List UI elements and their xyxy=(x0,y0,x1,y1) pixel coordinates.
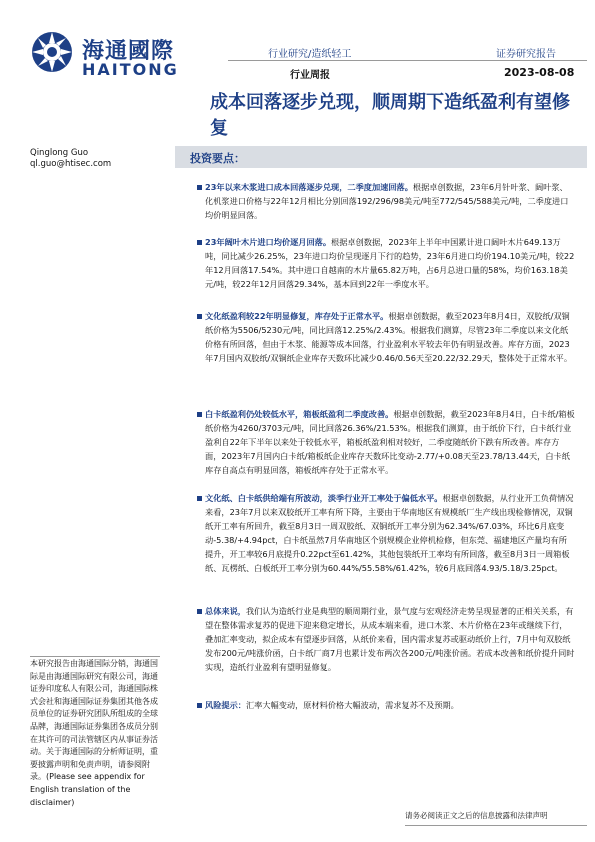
bullet-square-icon xyxy=(197,496,202,501)
summary-item xyxy=(205,491,575,575)
header-divider xyxy=(228,60,587,61)
summary-item-lead: 风险提示： xyxy=(205,700,246,710)
footer-note: 请务必阅读正文之后的信息披露和法律声明 xyxy=(405,811,548,820)
report-category: 行业研究/造纸轻工 xyxy=(268,49,352,60)
disclaimer-text: 本研究报告由海通国际分销，海通国际是由海通国际研究有限公司，海通证券印度私人有限公司，海通国际株式会社和海通国际证券集团其他各成员单位的证券研究团队所组成的全球品牌，海通国际证券集团各成员分别在其许可的司法管辖区内从事证券活动。关于海通国际的分析师证明，重要披露声明和免责声明，请参阅附录。(Please see appendix for English translation of the disclaimer) xyxy=(30,659,158,807)
bullet-square-icon xyxy=(197,703,202,708)
report-date: 2023-08-08 xyxy=(504,66,575,79)
summary-item-lead: 文化纸、白卡纸供给端有所波动，淡季行业开工率处于偏低水平。 xyxy=(205,493,443,503)
summary-item-lead: 23年阔叶木片进口均价逐月回落。 xyxy=(205,237,332,247)
summary-item-lead: 文化纸盈利较22年明显修复，库存处于正常水平。 xyxy=(205,311,389,321)
summary-item xyxy=(205,180,575,222)
logo-chinese-name: 海通國際 xyxy=(82,39,175,64)
summary-item-lead: 总体来说， xyxy=(205,606,246,616)
footer-divider xyxy=(405,825,587,826)
summary-item xyxy=(205,407,575,477)
summary-item-body: 根据卓创数据，截至2023年8月4日，双胶纸/双铜纸价格为5506/5230元/吨，同比回落12.25%/2.43%。根据我们测算，尽管23年二季度以来文化纸价格有所回落，但由于木浆、能源等成本回落，行业盈利水平较去年仍有明显改善。库存方面，2023年7月国内双胶纸/双铜纸企业库存天数环比减少0.46/0.56天至20.22/32.29天，整体处于正常水平。 xyxy=(205,311,573,363)
disclaimer-divider xyxy=(30,656,160,657)
bullet-square-icon xyxy=(197,314,202,319)
author-name: Qinglong Guo xyxy=(30,148,89,158)
report-class: 证券研究报告 xyxy=(496,49,556,60)
summary-item xyxy=(205,698,575,712)
bullet-square-icon xyxy=(197,412,202,417)
author-email[interactable]: ql.guo@htisec.com xyxy=(30,159,112,169)
summary-item-body: 汇率大幅变动，原材料价格大幅波动，需求复苏不及预期。 xyxy=(245,700,459,710)
bullet-square-icon xyxy=(197,609,202,614)
summary-item xyxy=(205,309,575,365)
summary-item-body: 根据卓创数据，从行业开工负荷情况来看，23年7月以来双胶纸开工率有所下降，主要由于华南地区有规模纸厂生产线出现检修情况，双铜纸开工率有所回升，截至8月3日一周双胶纸、双铜纸开工率分别为62.34%/67.03%，环比6月底变动-5.38/+4.94pct，白卡纸虽然7月华南地区个别规模企业停机检修，但东莞、福建地区产量均有所提升，开工率较6月底提升0.22pct至61.42%，其他包装纸开工率均有所回落，截至8月3日一周箱板纸、瓦楞纸、白板纸开工率分别为60.44%/55.58%/61.42%，较6月底回落4.93/5.18/3.25pct。 xyxy=(205,493,574,573)
summary-item-lead: 23年以来木浆进口成本回落逐步兑现，二季度加速回落。 xyxy=(205,182,413,192)
summary-item-body: 根据卓创数据，23年6月针叶浆、阔叶浆、化机浆进口价格与22年12月相比分别回落192/296/98美元/吨至772/545/588美元/吨，二季度进口均价明显回落。 xyxy=(205,182,569,220)
summary-item xyxy=(205,604,575,674)
report-title: 成本回落逐步兑现，顺周期下造纸盈利有望修复 xyxy=(210,92,570,139)
logo-english-name: HAITONG xyxy=(82,60,179,79)
report-type: 行业周报 xyxy=(290,70,330,81)
summary-item-lead: 白卡纸盈利仍处较低水平，箱板纸盈利二季度改善。 xyxy=(205,409,394,419)
summary-label: 投资要点： xyxy=(190,152,245,165)
bullet-square-icon xyxy=(197,185,202,190)
author-block xyxy=(30,148,111,170)
summary-item xyxy=(205,235,575,291)
summary-item-body: 根据卓创数据，2023年上半年中国累计进口阔叶木片649.13万吨，同比减少26.25%，23年进口均价呈现逐月下行的趋势，23年6月进口均价194.10美元/吨，较22年12月回落17.54%。其中进口自越南的木片量65.82万吨，占6月总进口量的58%，均价163.18美元/吨，较22年12月回落29.34%，基本回到22年一季度水平。 xyxy=(205,237,575,289)
haitong-logo-icon xyxy=(30,30,74,74)
bullet-square-icon xyxy=(197,240,202,245)
summary-item-body: 我们认为造纸行业是典型的顺周期行业，景气度与宏观经济走势呈现显著的正相关关系，有望在整体需求复苏的促进下迎来稳定增长，从成本端来看，进口木浆、木片价格在23年或继续下行，叠加汇率变动，拟企成本有望逐步回落，从纸价来看，国内需求复苏或驱动纸价上行，7月中旬双胶纸发布200元/吨涨价函，白卡纸厂商7月也累计发布两次各200元/吨涨价函。若成本改善和纸价提升同时实现，造纸行业盈利有望明显修复。 xyxy=(205,606,575,672)
summary-item-body: 根据卓创数据，截至2023年8月4日，白卡纸/箱板纸价格为4260/3703元/吨，同比回落26.36%/21.53%。根据我们测算，由于纸价下行，白卡纸行业盈利自22年下半年以来处于较低水平，箱板纸盈利相对较好，二季度随纸价下跌有所改善。库存方面，2023年7月国内白卡纸/箱板纸企业库存天数环比变动-2.77/+0.08天至23.78/13.44天，白卡纸库存自高点有明显回落，箱板纸库存处于正常水平。 xyxy=(205,409,575,475)
